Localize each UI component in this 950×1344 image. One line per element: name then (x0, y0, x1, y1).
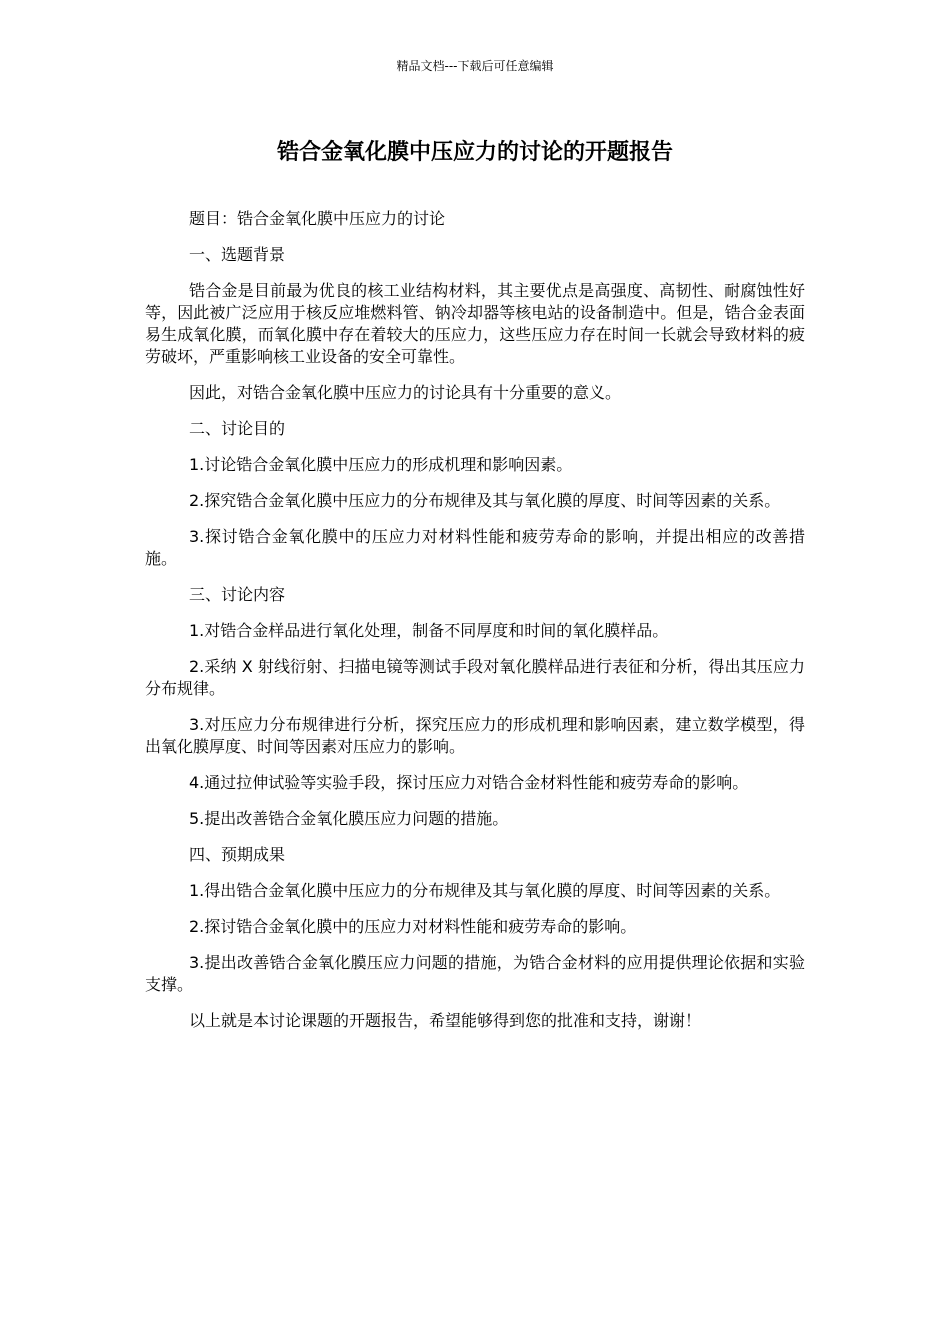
outcome-item-3: 3.提出改善锆合金氧化膜压应力问题的措施，为锆合金材料的应用提供理论依据和实验支撑。 (145, 953, 805, 994)
outcome-item-2: 2.探讨锆合金氧化膜中的压应力对材料性能和疲劳寿命的影响。 (189, 917, 637, 936)
closing-paragraph: 以上就是本讨论课题的开题报告，希望能够得到您的批准和支持，谢谢！ (189, 1011, 702, 1030)
purpose-item-3: 3.探讨锆合金氧化膜中的压应力对材料性能和疲劳寿命的影响，并提出相应的改善措施。 (145, 527, 805, 568)
section-heading-outcomes: 四、预期成果 (189, 845, 286, 864)
header-note: 精品文档---下载后可任意编辑 (396, 59, 554, 73)
content-item-2: 2.采纳 X 射线衍射、扫描电镜等测试手段对氧化膜样品进行表征和分析，得出其压应力分布规律。 (145, 657, 805, 698)
content-item-5: 5.提出改善锆合金氧化膜压应力问题的措施。 (189, 809, 509, 828)
document-title: 锆合金氧化膜中压应力的讨论的开题报告 (276, 140, 673, 165)
section-heading-content: 三、讨论内容 (189, 585, 286, 604)
topic-line: 题目：锆合金氧化膜中压应力的讨论 (189, 209, 446, 228)
content-item-4: 4.通过拉伸试验等实验手段，探讨压应力对锆合金材料性能和疲劳寿命的影响。 (189, 773, 749, 792)
purpose-item-2: 2.探究锆合金氧化膜中压应力的分布规律及其与氧化膜的厚度、时间等因素的关系。 (189, 491, 781, 510)
section-heading-purpose: 二、讨论目的 (189, 419, 286, 438)
outcome-item-1: 1.得出锆合金氧化膜中压应力的分布规律及其与氧化膜的厚度、时间等因素的关系。 (189, 881, 781, 900)
content-item-1: 1.对锆合金样品进行氧化处理，制备不同厚度和时间的氧化膜样品。 (189, 621, 669, 640)
document-body (145, 208, 805, 1046)
purpose-item-1: 1.讨论锆合金氧化膜中压应力的形成机理和影响因素。 (189, 455, 573, 474)
section-heading-background: 一、选题背景 (189, 245, 286, 264)
significance-paragraph: 因此，对锆合金氧化膜中压应力的讨论具有十分重要的意义。 (189, 383, 622, 402)
content-item-3: 3.对压应力分布规律进行分析，探究压应力的形成机理和影响因素，建立数学模型，得出氧化膜厚度、时间等因素对压应力的影响。 (145, 715, 805, 756)
background-paragraph: 锆合金是目前最为优良的核工业结构材料，其主要优点是高强度、高韧性、耐腐蚀性好等，因此被广泛应用于核反应堆燃料管、钠冷却器等核电站的设备制造中。但是，锆合金表面易生成氧化膜，而氧化膜中存在着较大的压应力，这些压应力存在时间一长就会导致材料的疲劳破坏，严重影响核工业设备的安全可靠性。 (145, 281, 805, 366)
